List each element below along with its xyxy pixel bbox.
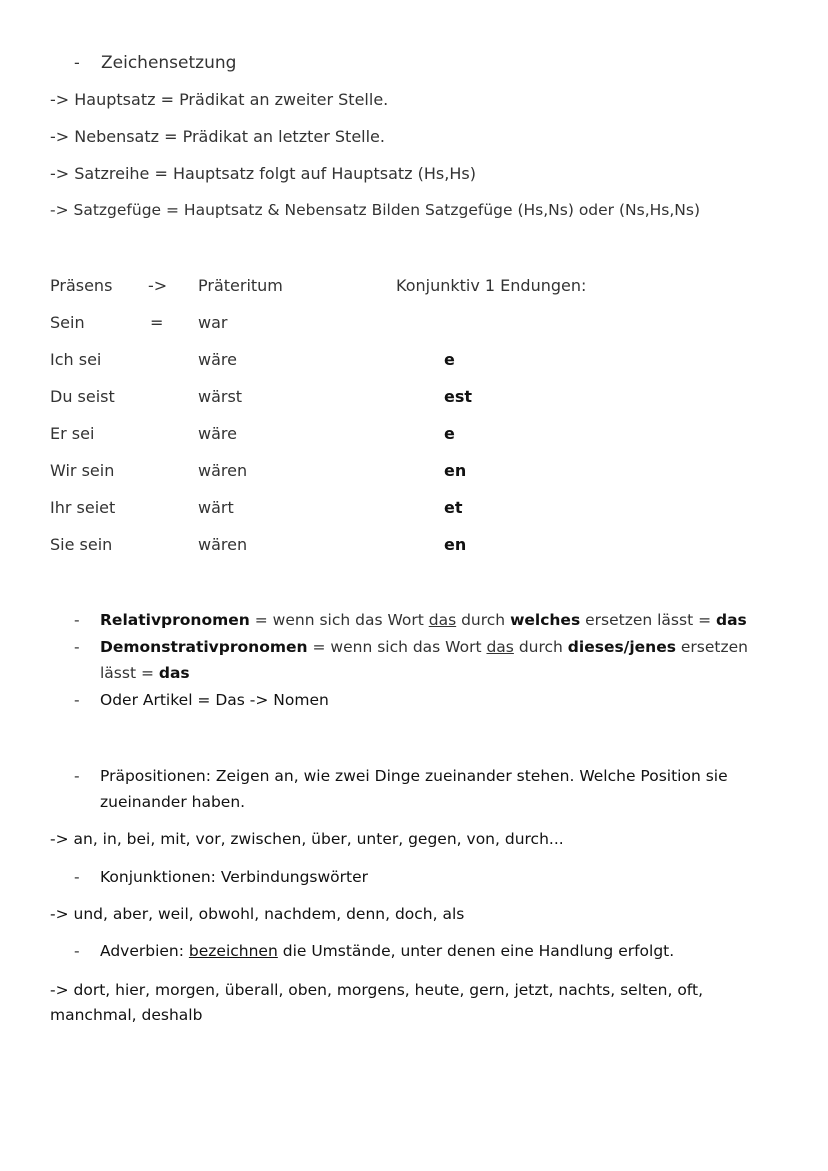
section-heading-punctuation: Zeichensetzung bbox=[101, 53, 237, 73]
rule-hauptsatz: -> Hauptsatz = Prädikat an zweiter Stelle. bbox=[50, 90, 389, 109]
demonstrativpronomen-line bbox=[100, 638, 748, 656]
text-part: durch bbox=[456, 611, 511, 629]
adverbien-line bbox=[100, 942, 674, 960]
text-part: = wenn sich das Wort bbox=[307, 638, 487, 656]
header-konjunktiv: Konjunktiv 1 Endungen: bbox=[396, 276, 587, 295]
konjunktionen-heading: Konjunktionen: Verbindungswörter bbox=[100, 868, 369, 886]
header-arrow: -> bbox=[148, 276, 168, 295]
cell-ending: est bbox=[444, 387, 473, 406]
cell-praeteritum: wärst bbox=[198, 387, 243, 406]
cell-praesens: Sie sein bbox=[50, 535, 113, 554]
relativpronomen-line bbox=[100, 611, 747, 629]
demonstrativpronomen-line-2 bbox=[100, 664, 190, 682]
cell-ending: en bbox=[444, 461, 467, 480]
bullet-dash: - bbox=[74, 611, 80, 629]
cell-praesens: Ich sei bbox=[50, 350, 102, 369]
header-praeteritum: Präteritum bbox=[198, 276, 283, 295]
result-das: das bbox=[716, 611, 747, 629]
bullet-dash: - bbox=[74, 942, 80, 960]
cell-praesens: Er sei bbox=[50, 424, 95, 443]
text-part: ersetzen lässt = bbox=[580, 611, 716, 629]
underlined-das: das bbox=[486, 638, 514, 656]
praepositionen-line-1: Präpositionen: Zeigen an, wie zwei Dinge zueinander stehen. Welche Position sie bbox=[100, 767, 728, 785]
cell-ending: et bbox=[444, 498, 463, 517]
cell-praeteritum: wären bbox=[198, 535, 248, 554]
cell-ending: en bbox=[444, 535, 467, 554]
term-demonstrativpronomen: Demonstrativpronomen bbox=[100, 638, 308, 656]
text-part: durch bbox=[513, 638, 568, 656]
text-part: = wenn sich das Wort bbox=[249, 611, 429, 629]
text-part: die Umstände, unter denen eine Handlung erfolgt. bbox=[277, 942, 675, 960]
text-part: Adverbien: bbox=[100, 942, 189, 960]
keyword-dieses-jenes: dieses/jenes bbox=[567, 638, 676, 656]
artikel-line: Oder Artikel = Das -> Nomen bbox=[100, 691, 329, 709]
bullet-dash: - bbox=[74, 868, 80, 886]
underlined-bezeichnen: bezeichnen bbox=[188, 942, 278, 960]
term-relativpronomen: Relativpronomen bbox=[100, 611, 250, 629]
bullet-dash: - bbox=[74, 638, 80, 656]
bullet-dash: - bbox=[74, 53, 80, 72]
bullet-dash: - bbox=[74, 691, 80, 709]
rule-satzreihe: -> Satzreihe = Hauptsatz folgt auf Hauptsatz (Hs,Hs) bbox=[50, 164, 476, 183]
bullet-dash: - bbox=[74, 767, 80, 785]
underlined-das: das bbox=[428, 611, 457, 629]
konjunktionen-examples: -> und, aber, weil, obwohl, nachdem, denn, doch, als bbox=[50, 905, 465, 923]
text-part: ersetzen bbox=[675, 638, 748, 656]
cell-praeteritum: wäre bbox=[198, 350, 237, 369]
cell-praeteritum: wärt bbox=[198, 498, 234, 517]
adverbien-examples-1: -> dort, hier, morgen, überall, oben, morgens, heute, gern, jetzt, nachts, selten, oft, bbox=[50, 981, 703, 999]
keyword-welches: welches bbox=[510, 611, 581, 629]
cell-praeteritum: war bbox=[198, 313, 228, 332]
result-das: das bbox=[158, 664, 190, 682]
cell-praesens: Wir sein bbox=[50, 461, 115, 480]
header-praesens: Präsens bbox=[50, 276, 113, 295]
rule-nebensatz: -> Nebensatz = Prädikat an letzter Stelle. bbox=[50, 127, 385, 146]
cell-ending: e bbox=[444, 350, 455, 369]
adverbien-examples-2: manchmal, deshalb bbox=[50, 1006, 203, 1024]
cell-praesens: Du seist bbox=[50, 387, 115, 406]
text-part: lässt = bbox=[100, 664, 159, 682]
rule-satzgefuege: -> Satzgefüge = Hauptsatz & Nebensatz Bilden Satzgefüge (Hs,Ns) oder (Ns,Hs,Ns) bbox=[50, 201, 701, 219]
cell-praeteritum: wären bbox=[198, 461, 248, 480]
praepositionen-line-2: zueinander haben. bbox=[100, 793, 246, 811]
cell-praesens: Ihr seiet bbox=[50, 498, 116, 517]
cell-praeteritum: wäre bbox=[198, 424, 237, 443]
cell-sep: = bbox=[150, 313, 164, 332]
cell-ending: e bbox=[444, 424, 455, 443]
praepositionen-examples: -> an, in, bei, mit, vor, zwischen, über, unter, gegen, von, durch... bbox=[50, 830, 564, 848]
cell-praesens: Sein bbox=[50, 313, 85, 332]
